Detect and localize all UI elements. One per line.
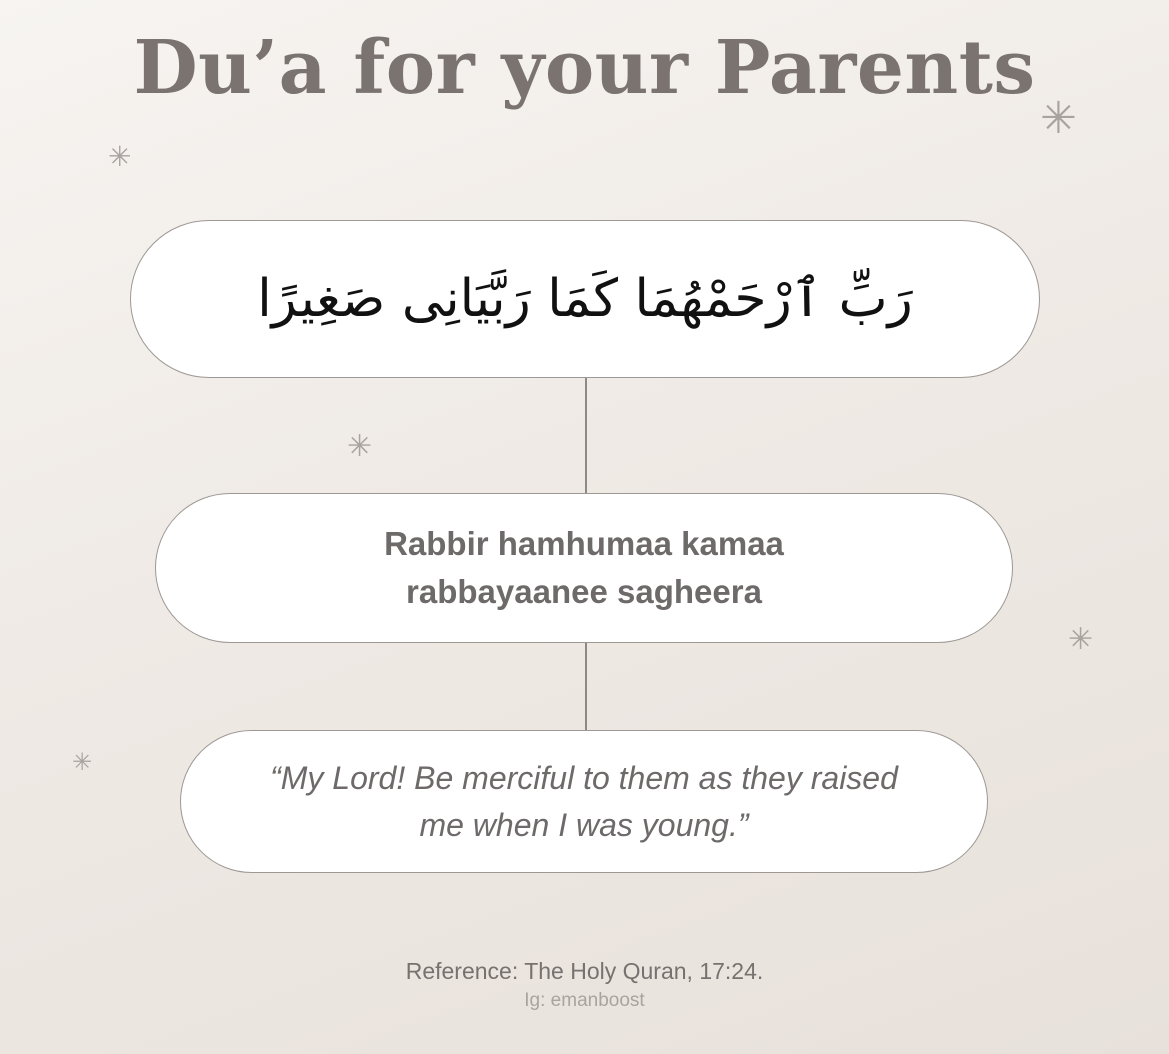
transliteration-text: Rabbir hamhumaa kamaa rabbayaanee sagheera [384,525,784,610]
instagram-handle: Ig: emanboost [524,990,645,1011]
page-title: Du’a for your Parents [133,25,1036,111]
translation-text: “My Lord! Be merciful to them as they raised me when I was young.” [270,760,898,843]
connector-line [585,643,587,730]
reference-text: Reference: The Holy Quran, 17:24. [405,958,764,984]
connector-line [585,378,587,493]
translation-card [180,730,988,873]
sparkle-icon: ✳ [108,140,132,173]
arabic-dua-card [130,220,1040,378]
sparkle-icon: ✳ [1068,622,1094,657]
transliteration-card [155,493,1013,643]
arabic-dua-text: رَبِّ ٱرْحَمْهُمَا كَمَا رَبَّيَانِى صَغِيرًا [257,269,913,329]
sparkle-icon: ✳ [1040,93,1077,144]
sparkle-icon: ✳ [347,429,373,464]
sparkle-icon: ✳ [72,748,93,776]
